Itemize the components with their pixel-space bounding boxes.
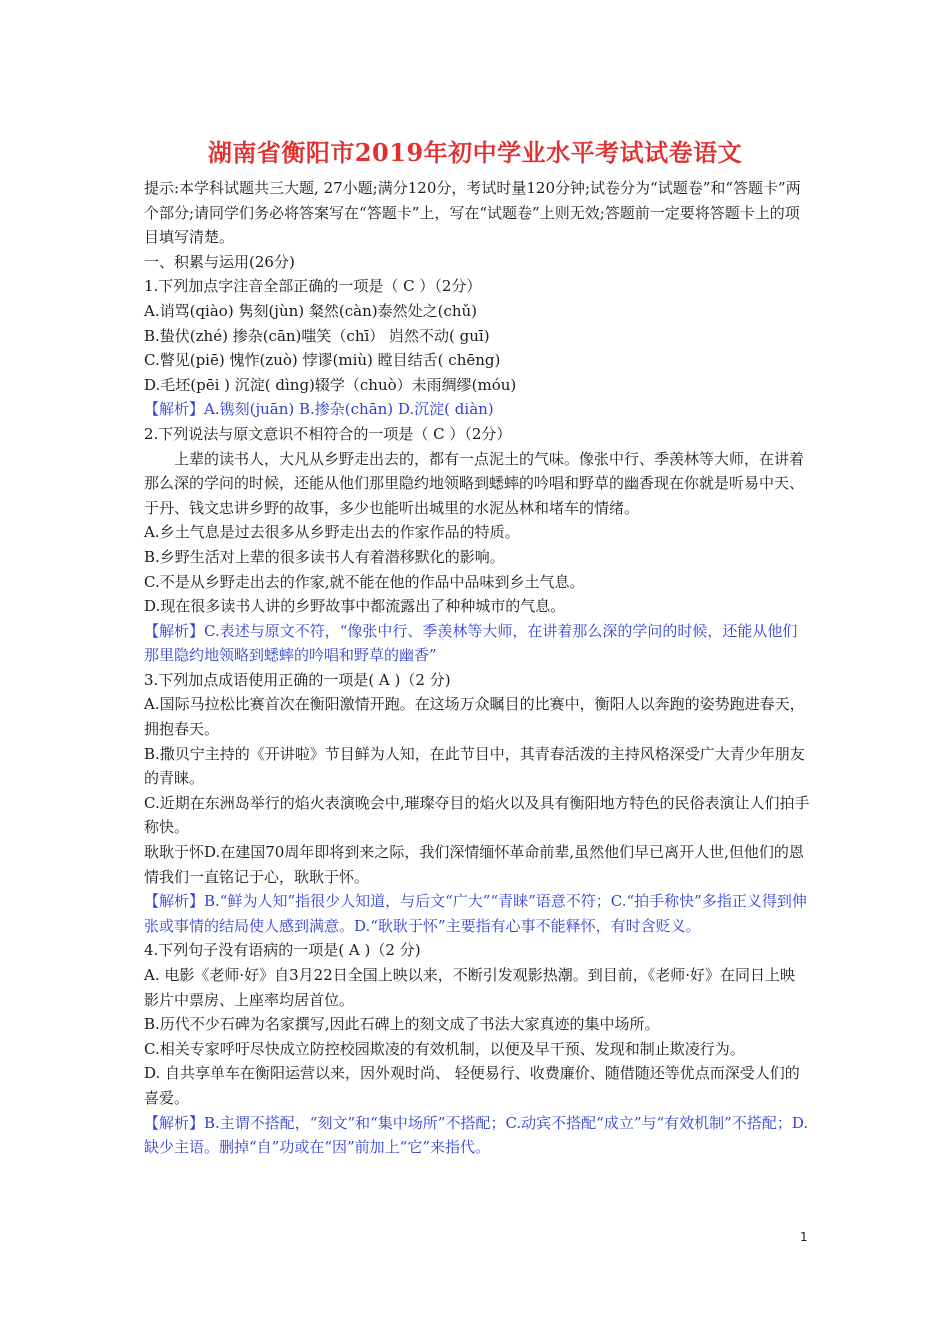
q2-option-b: B.乡野生活对上辈的很多读书人有着潜移默化的影响。 bbox=[144, 547, 505, 566]
q2-option-d: D.现在很多读书人讲的乡野故事中都流露出了种种城市的气息。 bbox=[144, 597, 566, 616]
q3-analysis: 【解析】B.“鲜为人知”指很少人知道，与后文“广大”“青睐”语意不符；C.“拍手称快”多指正义得到伸张或事情的结局使人感到满意。D.“耿耿于怀”主要指有心事不能释怀，有时含贬义。 bbox=[144, 892, 807, 935]
q2-passage: 上辈的读书人，大凡从乡野走出去的，都有一点泥土的气味。像张中行、季羡林等大师，在讲着那么深的学问的时候，还能从他们那里隐约地领略到蟋蟀的吟唱和野草的幽香现在你就是听易中天、于丹、钱文忠讲乡野的故事，多少也能听出城里的水泥丛林和堵车的情绪。 bbox=[144, 449, 805, 517]
question-4: 4.下列句子没有语病的一项是( A )（2 分) bbox=[144, 941, 421, 960]
document-body bbox=[144, 176, 810, 1160]
q4-option-d: D. 自共享单车在衡阳运营以来，因外观时尚、 轻便易行、收费廉价、随借随还等优点而深受人们的喜爱。 bbox=[144, 1064, 800, 1107]
q1-option-c: C.瞥见(piē) 愧怍(zuò) 悖谬(miù) 瞠目结舌( chēng) bbox=[144, 351, 501, 370]
q2-option-a: A.乡土气息是过去很多从乡野走出去的作家作品的特质。 bbox=[144, 523, 520, 542]
q1-option-d: D.毛坯(pēi ) 沉淀( dìng)辍学（chuò）未雨绸缪(móu) bbox=[144, 375, 517, 394]
q4-option-b: B.历代不少石碑为名家撰写,因此石碑上的刻文成了书法大家真迹的集中场所。 bbox=[144, 1015, 660, 1034]
q1-option-a: A.诮骂(qiào) 隽刻(jùn) 粲然(càn)泰然处之(chǔ) bbox=[144, 301, 478, 320]
question-1: 1.下列加点字注音全部正确的一项是（ C ）（2分） bbox=[144, 277, 482, 296]
q4-option-a: A. 电影《老师·好》自3月22日全国上映以来，不断引发观影热潮。到目前，《老师·好》在同日上映影片中票房、上座率均居首位。 bbox=[144, 966, 796, 1009]
page-number: 1 bbox=[800, 1230, 808, 1244]
question-3: 3.下列加点成语使用正确的一项是( A )（2 分) bbox=[144, 670, 451, 689]
q2-option-c: C.不是从乡野走出去的作家,就不能在他的作品中品味到乡土气息。 bbox=[144, 572, 585, 591]
q4-option-c: C.相关专家呼吁尽快成立防控校园欺凌的有效机制，以便及早干预、发现和制止欺凌行为。 bbox=[144, 1039, 745, 1058]
exam-instructions: 提示:本学科试题共三大题, 27小题;满分120分，考试时量120分钟;试卷分为“试题卷”和“答题卡”两个部分;请同学们务必将答案写在“答题卡”上，写在“试题卷”上则无效;答题前一定要将答题卡上的项目填写清楚。 bbox=[144, 179, 801, 247]
q2-analysis: 【解析】C.表述与原文不符，“像张中行、季羡林等大师，在讲着那么深的学问的时候，还能从他们那里隐约地领略到蟋蟀的吟唱和野草的幽香” bbox=[144, 621, 798, 665]
question-2: 2.下列说法与原文意识不相符合的一项是（ C ）（2分） bbox=[144, 424, 512, 443]
q1-option-b: B.蛰伏(zhé) 掺杂(cān)嗤笑（chī） 岿然不动( guī) bbox=[144, 326, 490, 345]
page-title: 湖南省衡阳市2019年初中学业水平考试试卷语文 bbox=[207, 138, 743, 167]
q1-analysis: 【解析】A.镌刻(juān) B.掺杂(chān) D.沉淀( diàn) bbox=[144, 400, 494, 419]
q3-option-c: C.近期在东洲岛举行的焰火表演晚会中,璀璨夺目的焰火以及具有衡阳地方特色的民俗表演让人们拍手称快。 bbox=[144, 793, 810, 837]
q3-option-d: 耿耿于怀D.在建国70周年即将到来之际，我们深情缅怀革命前辈,虽然他们早已离开人世,但他们的恩情我们一直铭记于心，耿耿于怀。 bbox=[144, 843, 804, 886]
section-heading: 一、积累与运用(26分) bbox=[144, 252, 295, 271]
q3-option-a: A.国际马拉松比赛首次在衡阳激情开跑。在这场万众瞩目的比赛中，衡阳人以奔跑的姿势跑进春天，拥抱春天。 bbox=[144, 695, 805, 739]
q3-option-b: B.撒贝宁主持的《开讲啦》节目鲜为人知，在此节目中，其青春活泼的主持风格深受广大青少年朋友的青睐。 bbox=[144, 744, 805, 788]
q4-analysis: 【解析】B.主谓不搭配，“刻文”和“集中场所”不搭配；C.动宾不搭配“成立”与“有效机制”不搭配；D.缺少主语。删掉“自”功或在“因”前加上“它”来指代。 bbox=[144, 1113, 809, 1157]
